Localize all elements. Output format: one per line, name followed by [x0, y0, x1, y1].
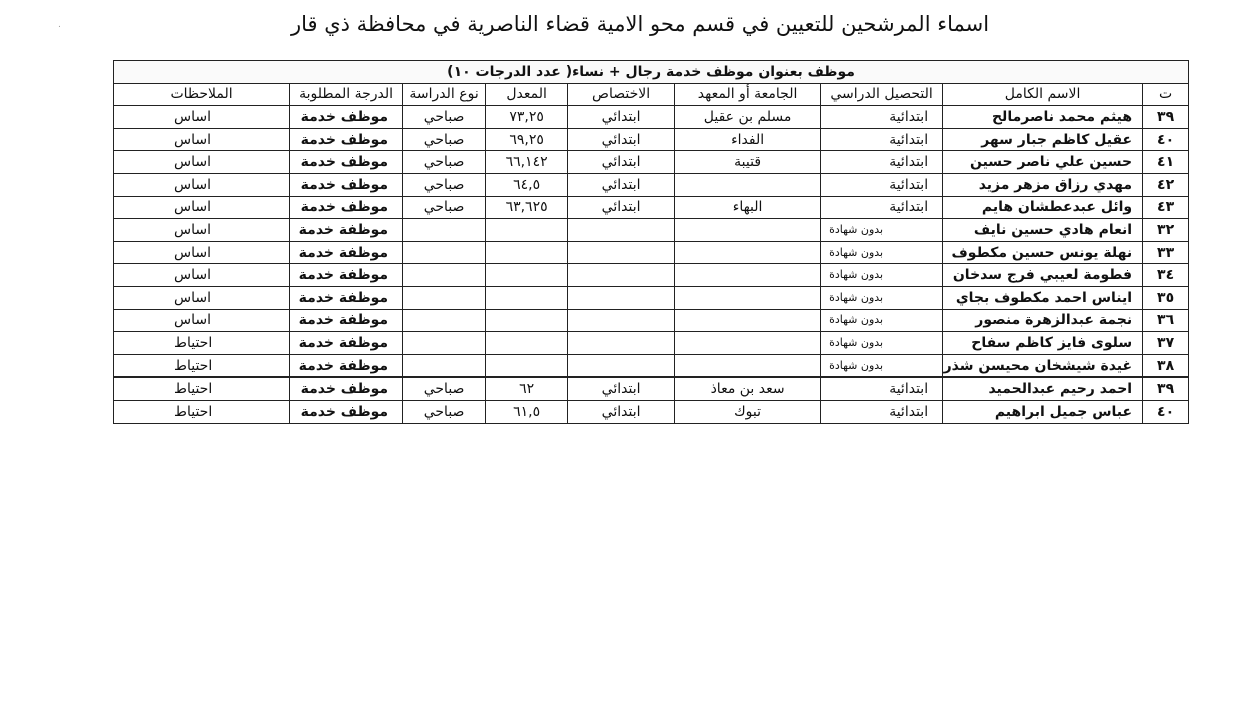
table-row: [114, 377, 1189, 400]
table-row: [114, 219, 1189, 242]
table-row: [114, 354, 1189, 377]
cell-university: قتيبة: [675, 151, 821, 174]
cell-university: [675, 219, 821, 242]
table-row: [114, 128, 1189, 151]
cell-education: ابتدائية: [821, 377, 943, 400]
cell-name: عقيل كاظم جبار سهر: [943, 128, 1143, 151]
cell-seq: ٣٤: [1143, 264, 1189, 287]
cell-study-type: صباحي: [403, 151, 486, 174]
cell-education: ابتدائية: [821, 173, 943, 196]
cell-study-type: [403, 309, 486, 332]
cell-notes: احتياط: [114, 400, 290, 423]
cell-average: ٦٦,١٤٢: [486, 151, 568, 174]
cell-seq: ٤٠: [1143, 128, 1189, 151]
cell-name: سلوى فايز كاظم سفاح: [943, 332, 1143, 355]
cell-specialty: [568, 241, 675, 264]
cell-specialty: [568, 309, 675, 332]
cell-seq: ٣٥: [1143, 286, 1189, 309]
cell-name: مهدي رزاق مزهر مزيد: [943, 173, 1143, 196]
cell-average: [486, 219, 568, 242]
table-row: [114, 264, 1189, 287]
cell-study-type: [403, 354, 486, 377]
cell-study-type: [403, 264, 486, 287]
cell-name: فطومة لعيبي فرج سدخان: [943, 264, 1143, 287]
cell-notes: اساس: [114, 286, 290, 309]
cell-average: [486, 309, 568, 332]
header-seq: ت: [1143, 83, 1189, 106]
cell-grade: موظف خدمة: [290, 173, 403, 196]
cell-study-type: [403, 286, 486, 309]
cell-education: ابتدائية: [821, 106, 943, 129]
cell-education: بدون شهادة: [821, 219, 943, 242]
cell-notes: اساس: [114, 106, 290, 129]
cell-university: سعد بن معاذ: [675, 377, 821, 400]
cell-name: عباس جميل ابراهيم: [943, 400, 1143, 423]
cell-name: وائل عبدعطشان هايم: [943, 196, 1143, 219]
cell-specialty: [568, 286, 675, 309]
table-row: [114, 151, 1189, 174]
cell-notes: احتياط: [114, 332, 290, 355]
cell-specialty: [568, 264, 675, 287]
cell-specialty: [568, 332, 675, 355]
table-row: [114, 400, 1189, 423]
table-subtitle-row: [114, 61, 1189, 84]
cell-seq: ٤١: [1143, 151, 1189, 174]
cell-name: هيثم محمد ناصرمالح: [943, 106, 1143, 129]
page-title: اسماء المرشحين للتعيين في قسم محو الامية قضاء الناصرية في محافظة ذي قار: [290, 12, 990, 36]
cell-study-type: صباحي: [403, 377, 486, 400]
cell-specialty: [568, 219, 675, 242]
cell-average: ٦١,٥: [486, 400, 568, 423]
table-row: [114, 106, 1189, 129]
cell-name: نجمة عبدالزهرة منصور: [943, 309, 1143, 332]
header-full-name: الاسم الكامل: [943, 83, 1143, 106]
header-notes: الملاحظات: [114, 83, 290, 106]
cell-grade: موظفة خدمة: [290, 286, 403, 309]
cell-seq: ٣٢: [1143, 219, 1189, 242]
cell-specialty: ابتدائي: [568, 400, 675, 423]
cell-name: نهلة يونس حسين مكطوف: [943, 241, 1143, 264]
header-average: المعدل: [486, 83, 568, 106]
cell-education: بدون شهادة: [821, 286, 943, 309]
cell-grade: موظفة خدمة: [290, 241, 403, 264]
cell-study-type: صباحي: [403, 128, 486, 151]
cell-average: [486, 241, 568, 264]
cell-name: غيدة شيشخان محيسن شذر: [943, 354, 1143, 377]
cell-grade: موظف خدمة: [290, 196, 403, 219]
cell-average: [486, 332, 568, 355]
cell-university: مسلم بن عقيل: [675, 106, 821, 129]
cell-study-type: [403, 332, 486, 355]
cell-grade: موظف خدمة: [290, 151, 403, 174]
cell-seq: ٣٧: [1143, 332, 1189, 355]
cell-seq: ٣٣: [1143, 241, 1189, 264]
cell-grade: موظفة خدمة: [290, 354, 403, 377]
cell-notes: اساس: [114, 128, 290, 151]
cell-grade: موظفة خدمة: [290, 219, 403, 242]
cell-university: [675, 309, 821, 332]
cell-average: [486, 354, 568, 377]
cell-grade: موظف خدمة: [290, 128, 403, 151]
cell-education: ابتدائية: [821, 196, 943, 219]
cell-university: [675, 241, 821, 264]
cell-seq: ٤٢: [1143, 173, 1189, 196]
cell-notes: احتياط: [114, 354, 290, 377]
cell-specialty: ابتدائي: [568, 196, 675, 219]
cell-university: الفداء: [675, 128, 821, 151]
cell-seq: ٤٣: [1143, 196, 1189, 219]
table-row: [114, 196, 1189, 219]
cell-specialty: ابتدائي: [568, 128, 675, 151]
cell-university: [675, 173, 821, 196]
cell-grade: موظف خدمة: [290, 106, 403, 129]
cell-education: ابتدائية: [821, 400, 943, 423]
cell-university: [675, 332, 821, 355]
candidates-table: [113, 60, 1189, 424]
cell-name: حسين علي ناصر حسين: [943, 151, 1143, 174]
cell-university: [675, 264, 821, 287]
cell-notes: اساس: [114, 241, 290, 264]
cell-study-type: [403, 241, 486, 264]
cell-study-type: صباحي: [403, 173, 486, 196]
cell-seq: ٣٩: [1143, 377, 1189, 400]
cell-name: احمد رحيم عبدالحميد: [943, 377, 1143, 400]
table-row: [114, 241, 1189, 264]
header-university: الجامعة أو المعهد: [675, 83, 821, 106]
cell-specialty: ابتدائي: [568, 377, 675, 400]
cell-seq: ٤٠: [1143, 400, 1189, 423]
cell-education: بدون شهادة: [821, 241, 943, 264]
cell-specialty: ابتدائي: [568, 151, 675, 174]
cell-notes: اساس: [114, 151, 290, 174]
cell-education: ابتدائية: [821, 128, 943, 151]
cell-notes: اساس: [114, 309, 290, 332]
cell-average: ٦٩,٢٥: [486, 128, 568, 151]
table-header-row: [114, 83, 1189, 106]
table-row: [114, 309, 1189, 332]
cell-study-type: صباحي: [403, 196, 486, 219]
table-subtitle: موظف بعنوان موظف خدمة رجال + نساء( عدد الدرجات ١٠): [114, 61, 1189, 84]
table-row: [114, 332, 1189, 355]
cell-university: [675, 354, 821, 377]
header-specialty: الاختصاص: [568, 83, 675, 106]
cell-notes: اساس: [114, 219, 290, 242]
cell-education: بدون شهادة: [821, 332, 943, 355]
page-edge-mark: .: [58, 20, 61, 30]
cell-average: ٧٣,٢٥: [486, 106, 568, 129]
cell-name: انعام هادي حسين نايف: [943, 219, 1143, 242]
cell-grade: موظفة خدمة: [290, 309, 403, 332]
cell-notes: اساس: [114, 173, 290, 196]
cell-grade: موظف خدمة: [290, 377, 403, 400]
cell-average: ٦٢: [486, 377, 568, 400]
cell-education: بدون شهادة: [821, 309, 943, 332]
cell-average: ٦٣,٦٢٥: [486, 196, 568, 219]
cell-education: ابتدائية: [821, 151, 943, 174]
cell-seq: ٣٦: [1143, 309, 1189, 332]
cell-seq: ٣٩: [1143, 106, 1189, 129]
cell-university: تبوك: [675, 400, 821, 423]
cell-specialty: ابتدائي: [568, 173, 675, 196]
table-row: [114, 173, 1189, 196]
cell-notes: اساس: [114, 196, 290, 219]
header-study-type: نوع الدراسة: [403, 83, 486, 106]
table-row: [114, 286, 1189, 309]
cell-grade: موظفة خدمة: [290, 332, 403, 355]
cell-grade: موظفة خدمة: [290, 264, 403, 287]
cell-education: بدون شهادة: [821, 264, 943, 287]
cell-university: البهاء: [675, 196, 821, 219]
cell-university: [675, 286, 821, 309]
cell-grade: موظف خدمة: [290, 400, 403, 423]
cell-name: ايناس احمد مكطوف بجاي: [943, 286, 1143, 309]
cell-specialty: [568, 354, 675, 377]
cell-notes: احتياط: [114, 377, 290, 400]
cell-average: [486, 264, 568, 287]
cell-average: [486, 286, 568, 309]
cell-seq: ٣٨: [1143, 354, 1189, 377]
cell-specialty: ابتدائي: [568, 106, 675, 129]
header-education: التحصيل الدراسي: [821, 83, 943, 106]
header-grade: الدرجة المطلوبة: [290, 83, 403, 106]
cell-study-type: صباحي: [403, 106, 486, 129]
cell-notes: اساس: [114, 264, 290, 287]
cell-education: بدون شهادة: [821, 354, 943, 377]
cell-study-type: [403, 219, 486, 242]
cell-average: ٦٤,٥: [486, 173, 568, 196]
cell-study-type: صباحي: [403, 400, 486, 423]
